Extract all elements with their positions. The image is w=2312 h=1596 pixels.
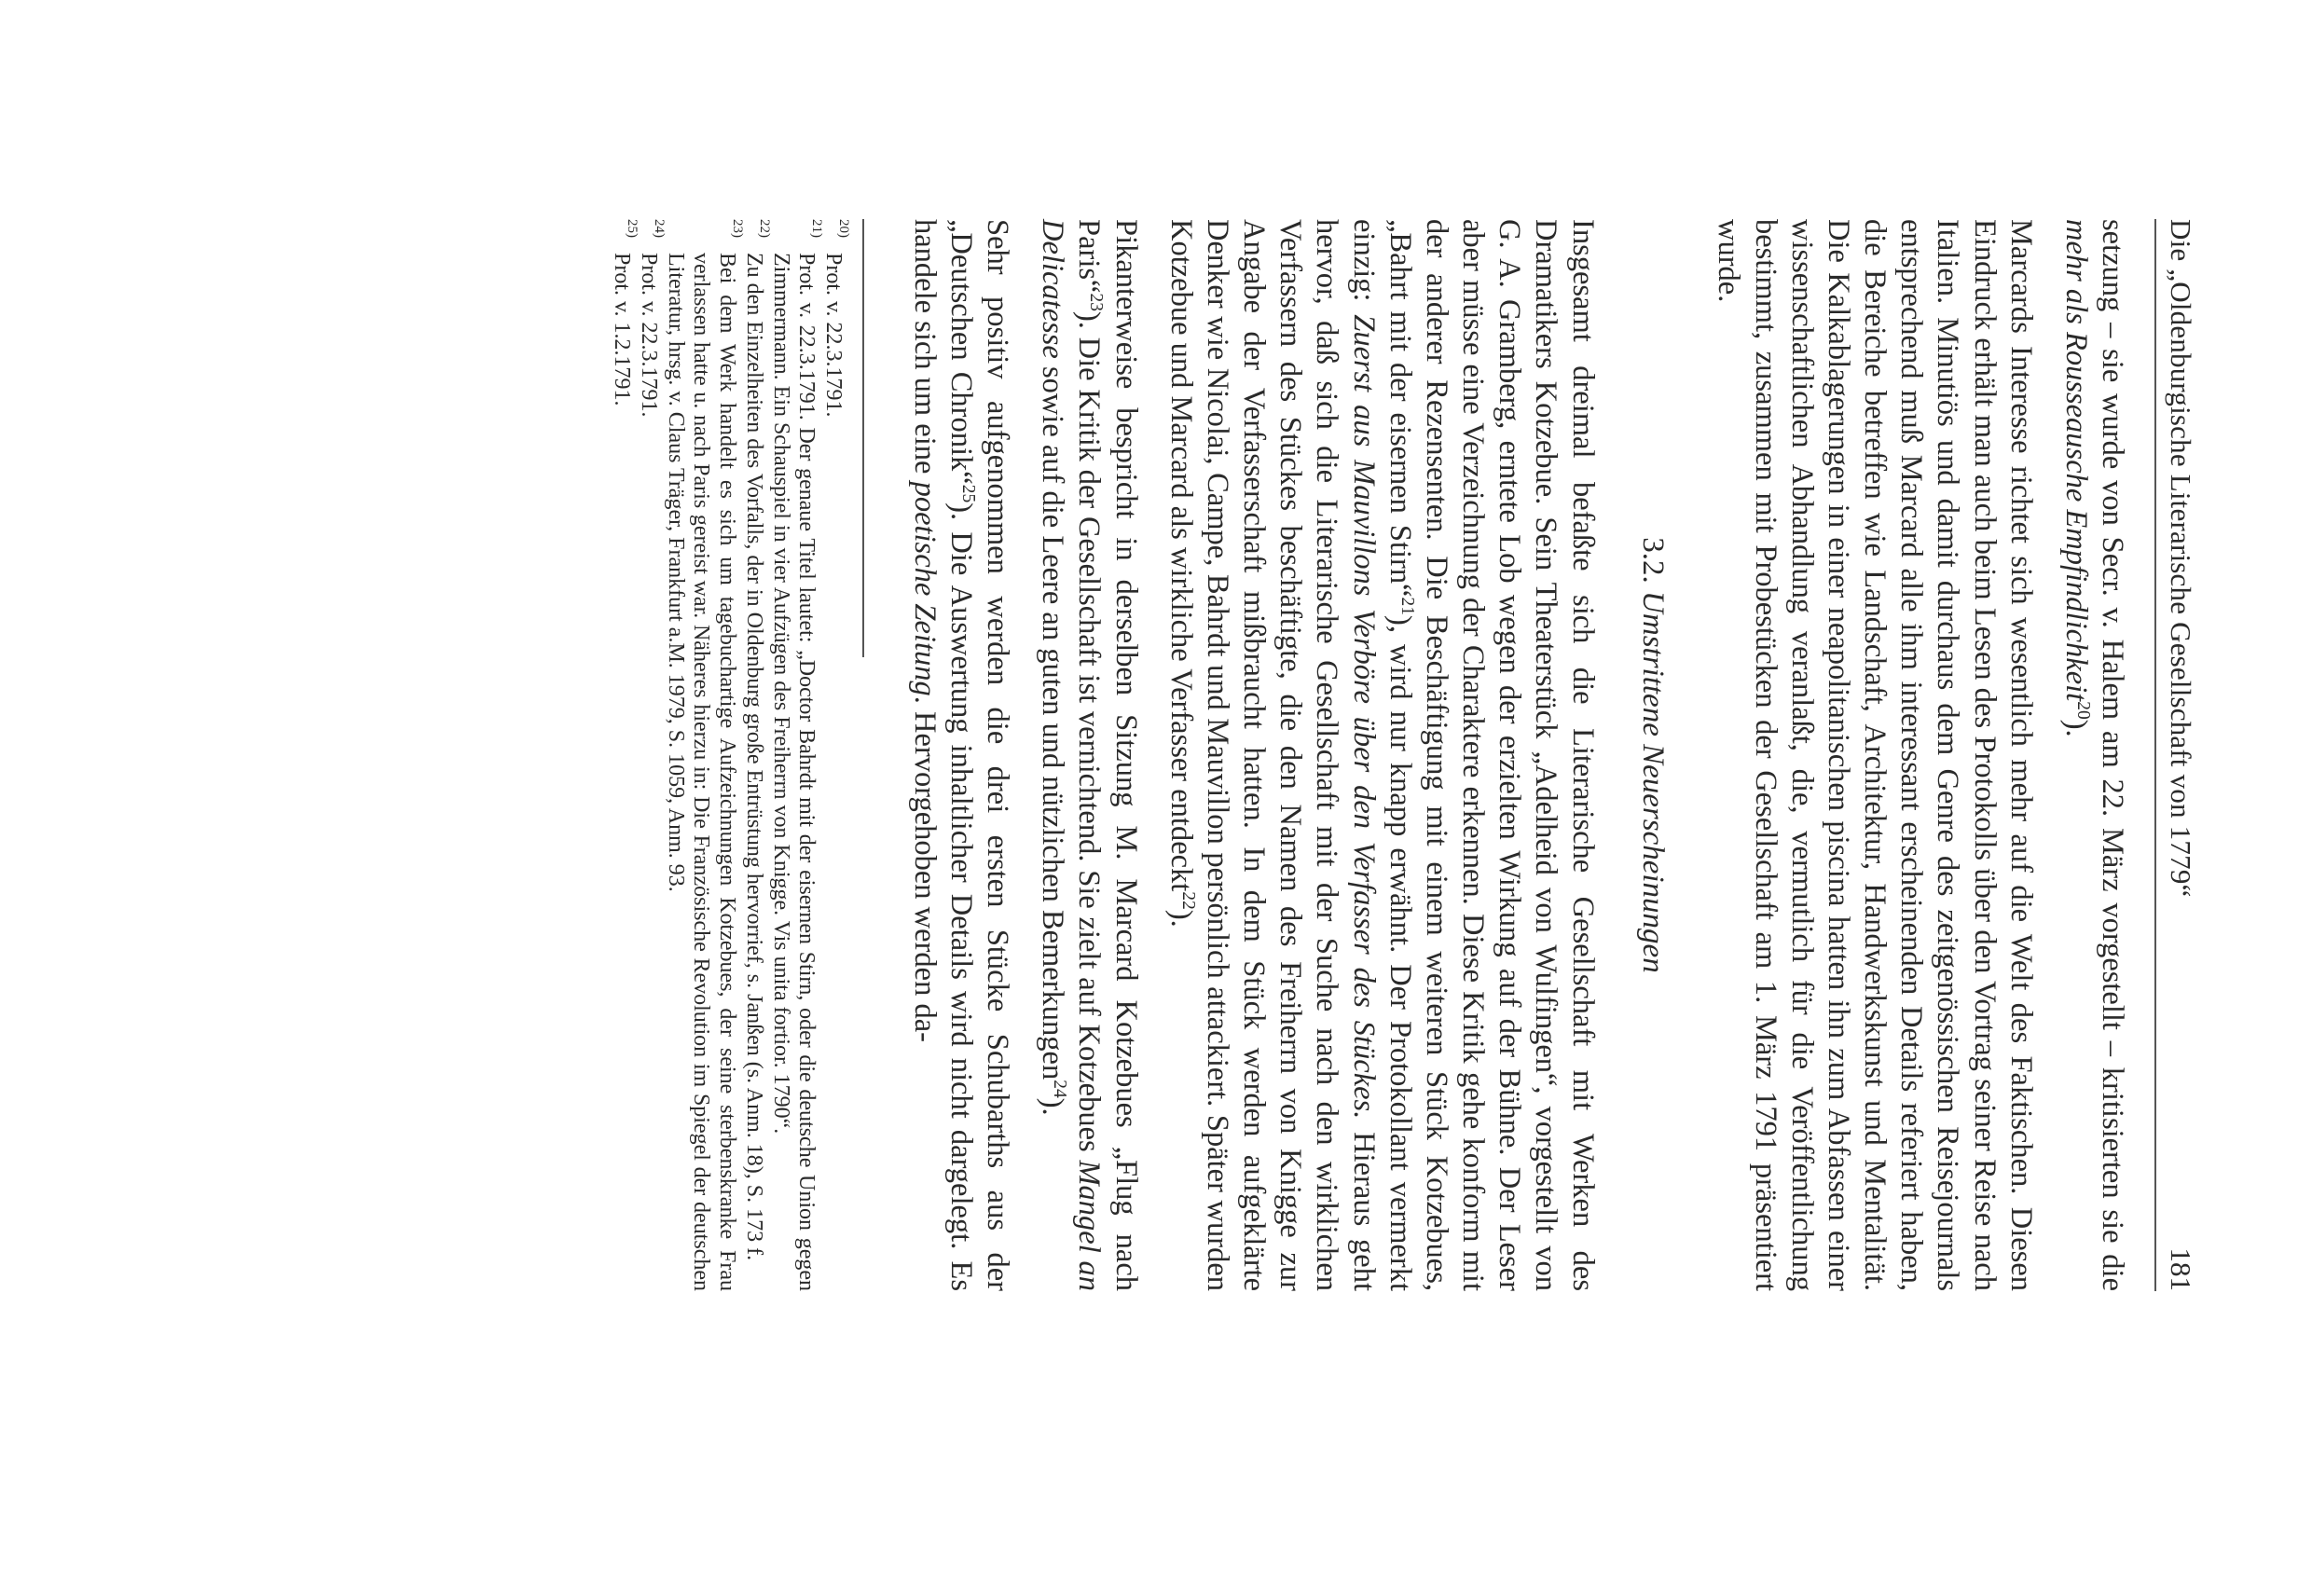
footnote-text: Prot. v. 1.2.1791. [610, 253, 635, 406]
footnote-number: 24) [652, 219, 667, 238]
footnote-text: Prot. v. 22.3.1791. [821, 253, 846, 418]
paragraph-5: Sehr positiv aufgenommen werden die drei ersten Stücke Schubarths aus der „Deutschen Chronik“$^{25}$). Die Auswertung inhaltlicher Details wird nicht dargelegt. Es handele sich um eine poetische Zeitung. Hervorgehoben werden da- [907, 219, 1015, 1291]
main-text [906, 219, 2130, 1291]
footnote-text: Prot. v. 22.3.1791. Der genaue Titel lautet: „Doctor Bahrdt mit der eisernen Stirn, oder die deutsche Union gegen Zimmermann. Ein Schauspiel in vier Aufzügen des Freiherrn von Knigge. Vis unita fortior. 1790“. [768, 253, 819, 1291]
emphasis: Zuerst aus Mauvillons Verböre über den Verfasser des Stückes. [1346, 314, 1381, 1120]
footnote-number: 21) [808, 219, 824, 238]
footnote-ref: 20 [2072, 701, 2093, 720]
running-header [2154, 219, 2205, 1291]
emphasis: mehr als Rousseausche Empfindlichkeit [2058, 219, 2093, 702]
footnote-ref: 21 [1397, 597, 1417, 615]
footnotes [607, 219, 851, 1291]
footnote-number: 20) [836, 219, 851, 238]
paragraph-3: Insgesamt dreimal befaßte sich die Literarische Gesellschaft mit Werken des Dramatikers Kotzebue. Sein Theaterstück „Adelheid von Wulfingen“, vorgestellt von G. A. Gramberg, erntete Lob wegen der erzielten Wirkung auf der Bühne. Der Leser aber müsse eine Verzeichnung der Charaktere erkennen. Diese Kritik gehe konform mit der anderer Rezensenten. Die Beschäftigung mit einem weiteren Stück Kotzebues, „Bahrt mit der eisernen Stirn“$^{21}$), wird nur knapp erwähnt. Der Protokollant vermerkt einzig: Zuerst aus Mauvillons Verböre über den Verfasser des Stückes. Hieraus geht hervor, daß sich die Literarische Gesellschaft mit der Suche nach den wirklichen Verfassern des Stückes beschäftigte, die den Namen des Freiherrn von Knigge zur Angabe der Verfasserschaft mißbraucht hatten. In dem Stück werden aufgeklärte Denker wie Nicolai, Campe, Bahrdt und Mauvillon persönlich attackiert. Später wurden Kotzebue und Marcard als wirkliche Verfasser entdeckt$^{22}$). [1163, 219, 1600, 1291]
book-page [23, 37, 2233, 1478]
footnote-text: Bei dem Werk handelt es sich um tagebuchartige Aufzeichnungen Kotzebues, der seine sterbenskranke Frau verlassen hatte u. nach Paris gereist war. Näheres hierzu in: Die Französische Revolution im Spiegel der deutschen Literatur, hrsg. v. Claus Träger, Frankfurt a.M. 1979, S. 1059, Anm. 93. [664, 253, 739, 1291]
footnote-number: 22) [756, 219, 772, 238]
footnote-rule [862, 219, 864, 657]
footnote-number: 25) [625, 219, 640, 238]
footnote [820, 219, 851, 1291]
section-heading [1634, 219, 1672, 1291]
page-number: 181 [2165, 1247, 2197, 1291]
paragraph-1: setzung – sie wurde von Secr. v. Halem am 22. März vorgestellt – kritisierten sie die mehr als Rousseausche Empfindlichkeit$^{20}$). [2058, 219, 2129, 1291]
footnote-text: Zu den Einzelheiten des Vorfalls, der in Oldenburg große Entrüstung hervorrief, s. Janßen (s. Anm. 18), S. 173 f. [741, 253, 766, 1261]
footnote-ref: 23 [1086, 293, 1107, 311]
section-title: Umstrittene Neuerscheinungen [1636, 591, 1671, 973]
footnote-ref: 22 [1177, 891, 1198, 910]
footnote-text: Prot. v. 22.3.1791. [637, 253, 662, 418]
section-number: 3.2. [1636, 537, 1671, 584]
emphasis: poetische Zeitung [907, 481, 942, 696]
footnote-number: 23) [729, 219, 745, 238]
emphasis: Mangel an Delicatesse [1036, 219, 1107, 1292]
footnote [741, 219, 772, 1291]
footnote [663, 219, 745, 1291]
footnote-ref: 25 [957, 484, 978, 503]
paragraph-2: Marcards Interesse richtet sich wesentlich mehr auf die Welt des Faktischen. Diesen Eindruck erhält man auch beim Lesen des Protokolls über den Vortrag seiner Reise nach Italien. Minutiös und damit durchaus dem Genre des zeitgenössischen Reisejournals entsprechend muß Marcard alle ihm interessant erscheinenden Details referiert haben, die Bereiche betreffen wie Landschaft, Architektur, Handwerkskunst und Mentalität. Die Kalkablagerungen in einer neapolitanischen piscina hatten ihn zum Abfassen einer wissenschaftlichen Abhandlung veranlaßt, die, vermutlich für die Veröffentlichung bestimmt, zusammen mit Probestücken der Gesellschaft am 1. März 1791 präsentiert wurde. [1712, 219, 2038, 1291]
footnote [609, 219, 640, 1291]
footnote [636, 219, 667, 1291]
footnote [768, 219, 824, 1291]
running-title: Die „Oldenburgische Literarische Gesellschaft von 1779“ [2165, 219, 2197, 898]
paragraph-4: Pikanterweise bespricht in derselben Sitzung M. Marcard Kotzebues „Flug nach Paris“$^{23}$). Die Kritik der Gesellschaft ist vernichtend. Sie zielt auf Kotzebues Mangel an Delicatesse sowie auf die Leere an guten und nützlichen Bemerkungen$^{24}$). [1036, 219, 1143, 1292]
footnote-ref: 24 [1050, 1080, 1070, 1098]
